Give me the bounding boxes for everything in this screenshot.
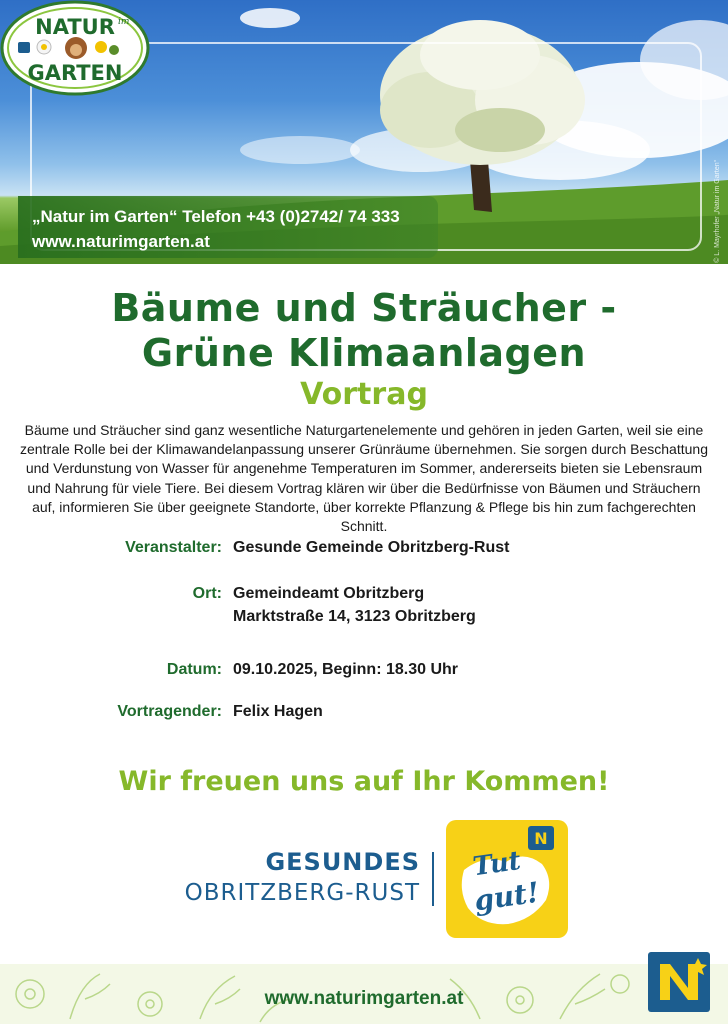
date-value: 09.10.2025, Beginn: 18.30 Uhr	[233, 661, 458, 678]
logo-word-natur: NATUR	[35, 15, 115, 39]
footer-url[interactable]: www.naturimgarten.at	[264, 988, 464, 1009]
tut-gut-logo	[446, 820, 568, 938]
photo-credit: © L. Mayrhofer „Natur im Garten“	[714, 160, 721, 263]
organizer-value: Gesunde Gemeinde Obritzberg-Rust	[233, 539, 510, 556]
logo-word-garten: GARTEN	[27, 61, 123, 85]
page-title-line-1: Bäume und Sträucher -	[111, 286, 617, 330]
logo-divider	[432, 852, 434, 906]
contact-phone: „Natur im Garten“ Telefon +43 (0)2742/ 74 333	[32, 207, 400, 226]
organizer-label: Veranstalter:	[125, 539, 222, 556]
speaker-value: Felix Hagen	[233, 703, 323, 720]
location-line-2: Marktstraße 14, 3123 Obritzberg	[233, 608, 476, 625]
location-line-1: Gemeindeamt Obritzberg	[233, 585, 425, 602]
gesundes-logo-line-2: OBRITZBERG-RUST	[184, 880, 420, 906]
tutgut-word-1: Tut	[471, 845, 523, 883]
page-title-line-2: Grüne Klimaanlagen	[141, 331, 587, 375]
tutgut-word-2: gut!	[472, 875, 542, 918]
natur-im-garten-logo	[0, 0, 150, 96]
logo-word-im: im	[118, 17, 130, 27]
noe-logo	[648, 952, 710, 1012]
contact-url[interactable]: www.naturimgarten.at	[32, 232, 210, 251]
noe-mark-small: N	[534, 829, 548, 848]
welcome-message: Wir freuen uns auf Ihr Kommen!	[118, 766, 610, 797]
event-type: Vortrag	[300, 377, 428, 412]
location-label: Ort:	[192, 585, 222, 602]
hero-photo	[0, 0, 728, 264]
speaker-label: Vortragender:	[117, 703, 222, 720]
date-label: Datum:	[166, 661, 222, 678]
event-description: Bäume und Sträucher sind ganz wesentliche Naturgartenelemente und gehören in jeden Garten, weil sie eine zentrale Rolle bei der Klimawandelanpassung unserer Grünräume übernehmen. Sie sorgen durch Beschattung und Verdunstung von Wasser für angenehme Temperaturen im Sommer, andererseits bieten sie Lebensraum und Nahrung für viele Tiere. Bei diesem Vortrag klären wir über die Bedürfnisse von Bäumen und Sträuchern auf, informieren Sie über geeignete Standorte, über korrekte Pflanzung & Pflege bis hin zum fachgerechten Schnitt.	[20, 422, 708, 535]
gesundes-logo-line-1: GESUNDES	[265, 848, 420, 876]
